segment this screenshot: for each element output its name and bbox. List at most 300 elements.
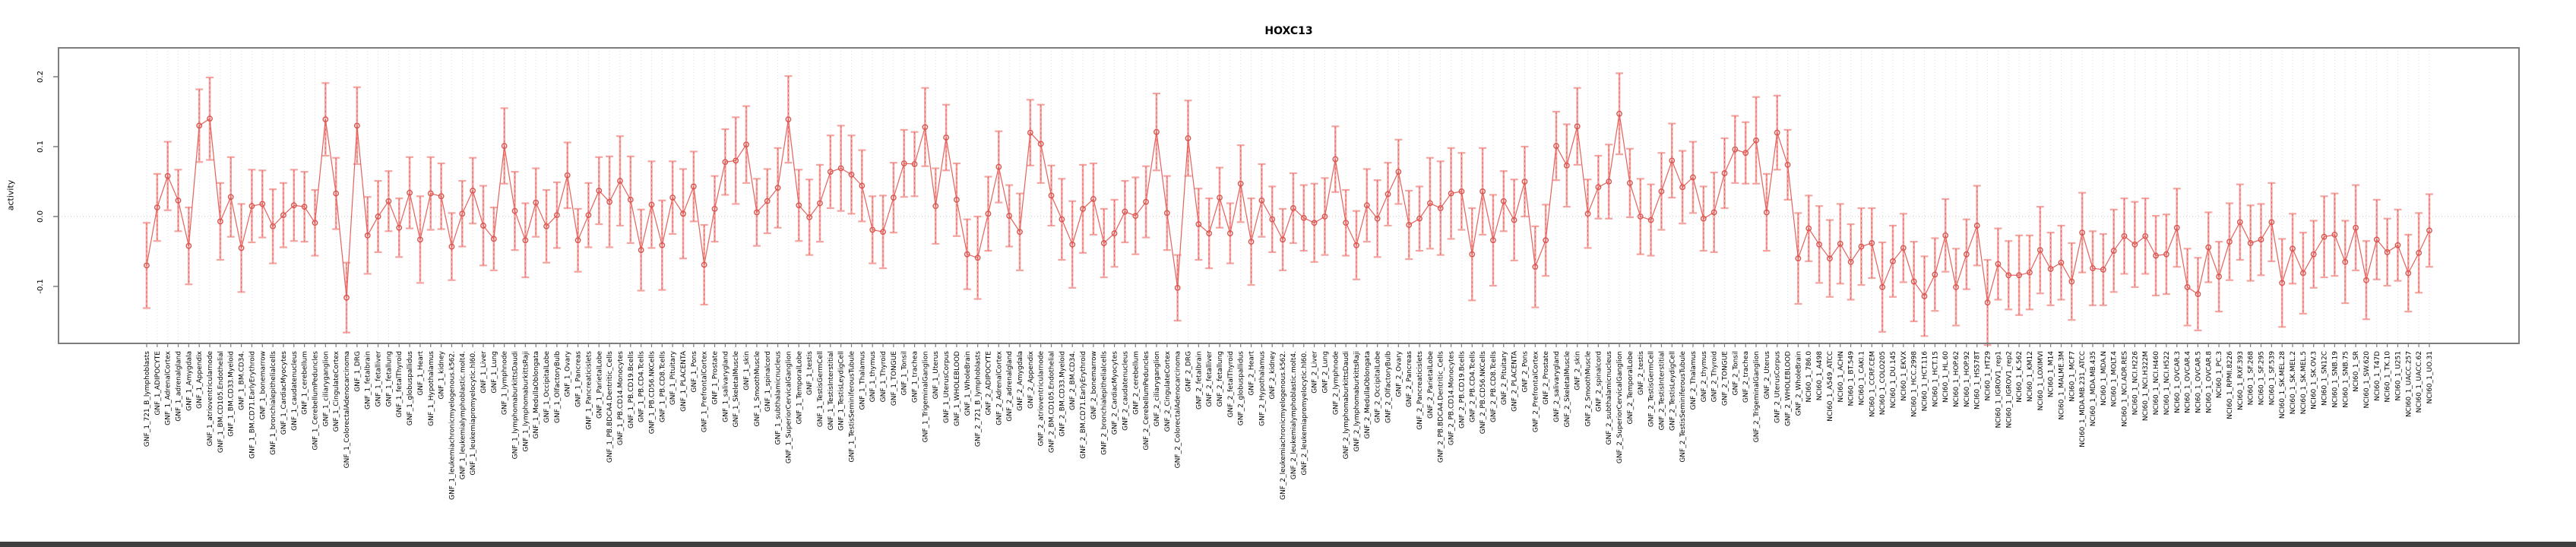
data-point <box>1806 226 1811 230</box>
x-category-label: NCI60_1_OVCAR.4 <box>2184 351 2192 413</box>
x-category-label: GNF_2_skin <box>1574 351 1582 390</box>
x-category-label: GNF_2_Liver <box>1311 351 1319 394</box>
data-point <box>1017 229 1022 234</box>
data-point <box>1617 112 1622 116</box>
x-category-label: GNF_1_TemporalLobe <box>796 351 804 425</box>
data-point <box>670 195 675 200</box>
x-category-label: GNF_2_Pons <box>1521 351 1530 393</box>
x-category-label: NCI60_1_K.562 <box>2016 351 2024 403</box>
x-category-label: NCI60_1_MALME.3M <box>2058 351 2066 420</box>
data-point <box>996 164 1001 169</box>
data-point <box>2269 220 2274 224</box>
x-category-label: GNF_2_SkeletalMuscle <box>1563 351 1571 428</box>
data-point <box>407 191 412 195</box>
data-point <box>786 117 790 122</box>
x-category-label: GNF_1_BM.CD71.EarlyErythroid <box>248 351 257 459</box>
x-category-label: GNF_1_kidney <box>438 351 446 400</box>
data-point <box>712 207 717 211</box>
data-point <box>218 219 223 223</box>
data-point <box>397 226 401 230</box>
data-point <box>881 229 885 234</box>
x-category-label: GNF_1_lymphomaburkittsDaudi <box>511 351 520 460</box>
data-point <box>649 202 653 207</box>
data-point <box>438 194 443 198</box>
data-point <box>366 233 370 238</box>
x-category-label: GNF_1_PB.CD19.Bcells <box>627 351 635 428</box>
data-point <box>755 210 759 214</box>
data-point <box>512 208 517 213</box>
x-category-label: GNF_2_TestisInterstitial <box>1658 351 1666 431</box>
data-point <box>1491 238 1495 242</box>
data-point <box>765 199 770 204</box>
data-point <box>1038 141 1043 146</box>
data-point <box>386 199 391 204</box>
data-point <box>1743 150 1748 155</box>
x-category-label: GNF_1_Pituitary <box>669 351 678 406</box>
x-category-label: GNF_1_globuspallidus <box>407 351 415 426</box>
x-category-label: GNF_2_bronchialepithelialcells <box>1100 351 1109 455</box>
data-point <box>481 223 486 228</box>
data-point <box>1049 193 1053 198</box>
x-category-label: GNF_2_Appendix <box>1027 351 1035 409</box>
x-category-label: GNF_1_PB.CD14.Monocytes <box>616 351 625 446</box>
x-category-label: GNF_2_AdrenalCortex <box>995 351 1004 425</box>
x-category-label: GNF_2_Hypothalamus <box>1258 351 1267 426</box>
x-category-label: NCI60_1_HT29 <box>1984 351 1992 401</box>
x-category-label: GNF_1_ADIPOCYTE <box>153 351 162 416</box>
data-point <box>1270 217 1274 221</box>
x-category-label: GNF_2_ParietalLobe <box>1426 351 1435 419</box>
x-category-label: GNF_2_Amygdala <box>1016 351 1024 411</box>
data-point <box>838 166 843 170</box>
data-point <box>1543 238 1548 242</box>
x-category-label: NCI60_1_MOLT.4 <box>2110 351 2119 407</box>
data-point <box>2332 232 2337 237</box>
data-point <box>2059 261 2063 265</box>
x-category-label: GNF_2_TestisLeydigCell <box>1669 351 1677 431</box>
x-category-label: GNF_2_PLACENTA <box>1511 351 1519 412</box>
x-category-label: GNF_1_721_B_lymphoblasts <box>144 351 151 447</box>
data-point <box>1859 244 1863 248</box>
x-category-label: NCI60_1_OVCAR.8 <box>2205 351 2214 413</box>
data-point <box>460 211 464 216</box>
data-point <box>1648 217 1653 222</box>
x-category-label: NCI60_1_NCI.H322M <box>2142 351 2150 422</box>
data-point <box>1975 223 1979 228</box>
x-category-label: NCI60_1_SK.MEL.5 <box>2299 351 2308 415</box>
x-category-label: GNF_1_fetalliver <box>375 350 383 407</box>
data-point <box>2248 241 2252 245</box>
x-category-label: GNF_1_fetallung <box>385 351 394 407</box>
x-category-label: GNF_2_caudatenucleus <box>1122 351 1130 431</box>
x-category-label: NCI60_1_SNB.19 <box>2331 351 2340 408</box>
x-category-label: GNF_2_fetalbrain <box>1195 351 1204 409</box>
data-point <box>733 158 738 163</box>
x-category-label: GNF_1_Pons <box>690 351 698 393</box>
data-point <box>1606 179 1611 184</box>
data-point <box>334 191 338 195</box>
x-category-label: NCI60_1_UO.31 <box>2426 351 2434 404</box>
data-point <box>2280 280 2284 285</box>
x-category-label: GNF_1_PB.CD56.NKCells <box>648 351 657 435</box>
x-category-label: NCI60_1_SK.MEL.28 <box>2279 351 2287 419</box>
data-point <box>975 255 979 260</box>
data-point <box>2027 270 2032 274</box>
data-point <box>2312 251 2316 256</box>
data-point <box>2353 226 2358 230</box>
x-category-label: GNF_2_CingulateCortex <box>1163 351 1172 432</box>
x-category-label: GNF_2_PB.CD56.NKCells <box>1479 351 1488 435</box>
data-point <box>597 188 601 193</box>
data-point <box>2343 260 2347 264</box>
data-point <box>1901 245 1906 250</box>
data-point <box>2069 279 2074 283</box>
x-category-label: GNF_2_fetallung <box>1217 351 1225 407</box>
data-point <box>2385 250 2389 255</box>
data-point <box>323 117 328 122</box>
x-category-label: GNF_2_BM.CD34. <box>1069 351 1078 410</box>
x-category-label: GNF_1_BM.CD105.Endothelial <box>217 351 225 454</box>
data-point <box>2006 273 2011 277</box>
data-point <box>796 203 801 207</box>
x-category-label: GNF_1_PB.BDCA4.Dentritic_Cells <box>606 351 615 463</box>
x-category-label: NCI60_1_HL.60 <box>1942 351 1951 403</box>
x-category-label: GNF_1_SkeletalMuscle <box>733 351 741 428</box>
x-category-label: GNF_2_TrigeminalGanglion <box>1753 351 1761 443</box>
data-point <box>828 169 833 174</box>
x-category-label: GNF_1_cerebellum <box>301 351 309 415</box>
y-tick-label: 0.2 <box>36 71 45 83</box>
x-category-label: GNF_2_721_B_lymphoblasts <box>974 351 983 447</box>
data-point <box>1701 217 1706 221</box>
x-category-label: GNF_2_Thyroid <box>1710 351 1719 403</box>
data-point <box>2164 251 2169 256</box>
x-category-label: GNF_1_leukemiapromyelocytic.hl60. <box>470 351 478 476</box>
x-category-label: NCI60_1_HOP.62 <box>1953 351 1961 408</box>
data-point <box>965 251 970 256</box>
x-category-label: GNF_2_UterusCorpus <box>1774 351 1782 423</box>
x-category-label: NCI60_1_PC.3 <box>2216 351 2224 399</box>
data-point <box>1711 210 1716 214</box>
x-category-label: GNF_2_lymphomaburkittsRaji <box>1353 351 1361 452</box>
x-category-label: GNF_1_PLACENTA <box>680 351 688 412</box>
x-category-label: NCI60_1_MDA.MB.231_ATCC <box>2079 351 2087 447</box>
x-category-label: GNF_1_TestisInterstitial <box>827 351 835 431</box>
x-category-label: GNF_1_MedullaOblongata <box>533 351 541 439</box>
x-category-label: GNF_2_TestisGermCell <box>1647 351 1656 428</box>
x-category-label: GNF_1_TrigeminalGanglion <box>922 351 930 443</box>
x-category-label: NCI60_1_OVCAR.3 <box>2173 351 2182 413</box>
x-category-label: GNF_1_Pancreaticislets <box>585 351 593 430</box>
data-point <box>2143 234 2147 239</box>
x-category-label: NCI60_1_KM12 <box>2026 351 2034 402</box>
plot-border <box>59 48 2519 343</box>
x-category-label: GNF_2_CerebellumPeduncles <box>1143 351 1151 451</box>
data-point <box>1228 231 1233 236</box>
data-point <box>1375 217 1379 221</box>
y-tick-label: 0.1 <box>36 141 45 153</box>
x-category-label: GNF_1_Hypothalamus <box>427 351 435 426</box>
x-category-label: GNF_1_subthalamicnucleus <box>774 351 783 445</box>
x-category-label: NCI60_1_A498 <box>1816 351 1824 401</box>
x-category-label: GNF_2_BM.CD33.Myeloid <box>1059 351 1067 437</box>
data-point <box>429 191 433 195</box>
data-point <box>2017 273 2021 277</box>
data-point <box>1302 216 1306 220</box>
x-category-label: NCI60_1_ACHN <box>1837 351 1845 403</box>
data-point <box>1059 217 1064 221</box>
chart-title: HOXC13 <box>1264 25 1313 37</box>
x-category-label: NCI60_1_SF.268 <box>2247 351 2255 406</box>
data-point <box>1817 242 1821 247</box>
data-point <box>144 263 149 267</box>
data-point <box>1628 181 1632 185</box>
data-point <box>1775 130 1780 134</box>
data-point <box>2038 248 2043 252</box>
x-category-label: GNF_2_MedullaOblongata <box>1363 351 1372 439</box>
data-point <box>807 215 812 220</box>
x-category-label: GNF_1_leukemialymphoblastic.molt4. <box>459 351 467 480</box>
x-category-label: GNF_1_PrefrontalCortex <box>701 350 709 433</box>
x-category-label: GNF_1_fetalbrain <box>364 351 372 409</box>
data-point <box>575 238 580 242</box>
x-category-label: GNF_1_Uterus <box>932 351 941 400</box>
data-point <box>2238 220 2242 224</box>
data-point <box>1459 189 1464 194</box>
data-point <box>2080 230 2084 235</box>
data-point <box>818 201 822 205</box>
data-point <box>638 248 643 252</box>
x-category-label: GNF_2_fetalThyroid <box>1226 351 1235 418</box>
x-category-label: GNF_2_Lung <box>1321 351 1330 394</box>
data-point <box>2132 242 2137 247</box>
x-category-label: GNF_1_TestisGermCell <box>816 351 824 428</box>
data-point <box>1407 223 1411 227</box>
data-point <box>1028 130 1033 134</box>
x-category-label: GNF_2_TestisSeminiferousTubule <box>1679 351 1688 463</box>
x-category-label: GNF_2_lymphomaburkittsDaudi <box>1343 351 1351 460</box>
x-category-label: GNF_1_ciliaryganglion <box>322 351 331 427</box>
x-category-label: GNF_2_Prostate <box>1543 350 1551 405</box>
x-category-label: NCI60_1_HCC.2998 <box>1910 351 1919 417</box>
data-point <box>2175 226 2179 230</box>
x-category-label: GNF_1_Thalamus <box>859 351 867 410</box>
data-point <box>701 262 706 267</box>
x-category-label: GNF_2_leukemiachronicmyelogenous.k562. <box>1280 351 1288 500</box>
data-point <box>544 224 549 229</box>
data-point <box>312 220 317 225</box>
data-point <box>912 162 916 166</box>
data-point <box>2122 234 2126 239</box>
x-category-label: GNF_2_SuperiorCervicalGanglion <box>1616 351 1625 464</box>
y-tick-label: 0.0 <box>36 210 45 223</box>
data-point <box>1838 242 1843 246</box>
x-category-label: GNF_1_Thyroid <box>880 351 888 403</box>
data-point <box>1533 264 1537 269</box>
data-point <box>691 184 696 188</box>
data-point <box>1396 169 1400 174</box>
data-point <box>1385 191 1390 196</box>
x-category-label: GNF_2_OlfactoryBulb <box>1385 351 1393 423</box>
data-point <box>1922 294 1926 299</box>
data-point <box>523 238 527 242</box>
x-category-label: GNF_1_salivarygland <box>722 351 730 422</box>
data-point <box>176 198 180 203</box>
x-category-label: GNF_2_lymphnode <box>1332 351 1340 416</box>
x-category-label: NCI60_1_U251 <box>2394 351 2403 401</box>
x-category-label: GNF_2_cerebellum <box>1132 351 1141 415</box>
x-category-label: NCI60_1_RXF.393 <box>2236 351 2245 411</box>
x-category-label: NCI60_1_CCRF.CEM <box>1869 351 1877 417</box>
data-point <box>1365 203 1369 207</box>
x-category-label: NCI60_1_SF.295 <box>2258 351 2266 406</box>
data-point <box>1175 286 1179 290</box>
data-point <box>1248 239 1253 244</box>
data-point <box>1964 251 1969 256</box>
data-point <box>2301 270 2305 275</box>
data-point <box>2375 237 2379 242</box>
data-point <box>2090 266 2095 270</box>
data-point <box>292 203 296 207</box>
data-point <box>849 172 853 177</box>
x-category-label: GNF_1_CingulateCortex <box>333 350 341 432</box>
data-point <box>1470 251 1474 256</box>
data-point <box>2195 292 2200 296</box>
x-category-label: GNF_1_ParietalLobe <box>596 351 604 419</box>
x-category-label: GNF_1_BM.CD33.Myeloid <box>227 351 236 437</box>
data-point <box>1196 222 1201 226</box>
data-point <box>1322 214 1327 219</box>
x-category-label: GNF_2_ADIPOCYTE <box>985 351 993 416</box>
x-category-label: GNF_1_Prostate <box>711 351 720 405</box>
x-category-label: GNF_2_Ovary <box>1395 351 1404 397</box>
data-point <box>302 204 306 209</box>
x-category-label: GNF_1_testis <box>806 351 815 396</box>
x-category-label: GNF_2_PB.CD19.Bcells <box>1458 351 1467 428</box>
x-category-label: NCI60_1_BT.549 <box>1847 351 1856 406</box>
x-category-label: GNF_1_fetalThyroid <box>396 351 404 418</box>
data-point <box>1954 285 1958 289</box>
data-point <box>1659 189 1663 194</box>
x-category-label: GNF_2_WholeBrain <box>1795 351 1803 416</box>
x-category-label: NCI60_1_COLO205 <box>1879 351 1888 416</box>
data-point <box>902 161 907 166</box>
x-category-label: GNF_2_Heart <box>1248 351 1256 396</box>
data-point <box>1122 209 1127 213</box>
data-point <box>1070 242 1074 247</box>
x-category-label: NCI60_1_HOP.92 <box>1963 351 1971 408</box>
data-point <box>1891 259 1895 264</box>
data-point <box>1312 220 1316 225</box>
x-category-label: GNF_1_OlfactoryBulb <box>553 351 562 423</box>
x-category-label: NCI60_1_LOXIMVI <box>2036 351 2045 411</box>
data-point <box>607 199 612 204</box>
x-category-label: NCI60_1_HCT.15 <box>1932 351 1940 407</box>
data-point <box>775 185 780 190</box>
x-category-label: GNF_1_BM.CD34. <box>238 351 246 410</box>
data-point <box>1943 233 1948 238</box>
x-category-label: GNF_2_kidney <box>1269 351 1277 400</box>
data-point <box>1554 144 1559 148</box>
data-point <box>1522 179 1527 184</box>
data-point <box>1448 191 1453 195</box>
data-point <box>229 194 233 199</box>
x-category-label: GNF_2_bonemarrow <box>1090 351 1098 420</box>
data-point <box>1828 256 1832 261</box>
x-category-label: NCI60_1_NCI.ADR.RES <box>2121 351 2129 427</box>
data-point <box>492 236 496 241</box>
x-category-label: NCI60_1_786.0 <box>1805 351 1814 403</box>
x-category-label: GNF_1_skin <box>743 350 752 390</box>
x-category-label: GNF_1_ColorectalAdenocarcinoma <box>343 351 352 469</box>
data-point <box>355 123 359 128</box>
x-category-label: GNF_2_DRG <box>1185 351 1193 392</box>
data-point <box>1480 189 1485 194</box>
x-category-label: GNF_2_Tonsil <box>1732 351 1740 396</box>
data-point <box>1511 217 1516 222</box>
x-category-label: NCI60_1_HS578T <box>1973 351 1982 410</box>
x-category-label: GNF_1_adrenalgland <box>175 351 183 422</box>
x-category-label: NCI60_1_SR <box>2353 351 2361 392</box>
x-category-label: GNF_2_Pancreaticislets <box>1416 351 1425 430</box>
x-category-label: NCI60_1_IGROV1_rep1 <box>1995 351 2003 428</box>
x-category-label: GNF_2_globuspallidus <box>1237 351 1245 426</box>
x-category-label: GNF_1_DRG <box>353 350 362 392</box>
data-point <box>922 125 927 129</box>
x-category-label: GNF_1_atrioventricularnode <box>207 351 215 447</box>
x-category-label: NCI60_1_MDA.N <box>2100 351 2108 406</box>
data-point <box>2321 234 2326 239</box>
data-point <box>1081 207 1085 211</box>
data-point <box>744 142 748 147</box>
x-category-label: GNF_1_CerebellumPeduncles <box>312 350 320 451</box>
x-category-label: GNF_1_trachea <box>911 351 919 403</box>
data-point <box>870 227 875 232</box>
bottom-edge-bar <box>0 542 2576 547</box>
x-category-label: GNF_1_Pancreas <box>574 351 583 408</box>
data-point <box>681 211 685 216</box>
data-point <box>1680 185 1685 189</box>
x-category-label: GNF_1_AdrenalCortex <box>164 351 172 425</box>
y-axis-title: activity <box>5 179 16 211</box>
x-category-label: GNF_1_WHOLEBLOOD <box>953 351 961 427</box>
x-category-label: GNF_2_BM.CD105.Endothelial <box>1048 351 1056 454</box>
data-point <box>1239 182 1243 186</box>
x-category-label: GNF_1_WholeBrain <box>964 351 972 416</box>
data-point <box>2427 228 2432 232</box>
x-category-label: NCI60_1_SK.OV.3 <box>2310 351 2318 409</box>
x-category-label: GNF_1_spinalcord <box>764 351 772 412</box>
data-point <box>1574 124 1579 128</box>
data-point <box>1207 231 1211 236</box>
x-category-label: GNF_2_trachea <box>1742 351 1751 403</box>
x-category-label: NCI60_1_OVCAR.5 <box>2195 351 2203 413</box>
x-category-label: NCI60_1_UACC.62 <box>2416 351 2424 413</box>
x-category-label: GNF_1_TestisLeydigCell <box>837 351 846 431</box>
data-point <box>565 173 570 178</box>
x-category-label: GNF_1_PB.CD8.Tcells <box>659 351 667 423</box>
x-category-label: GNF_2_TONGUE <box>1721 351 1729 406</box>
data-point <box>1764 210 1769 214</box>
data-point <box>1669 158 1674 163</box>
data-point <box>1165 210 1169 215</box>
data-point <box>1102 241 1106 245</box>
x-category-label: GNF_2_PB.CD4.Tcells <box>1469 351 1477 423</box>
data-point <box>1638 214 1643 219</box>
x-category-label: GNF_2_Pancreas <box>1406 351 1414 408</box>
data-point <box>2227 239 2232 244</box>
data-point <box>1133 213 1138 218</box>
